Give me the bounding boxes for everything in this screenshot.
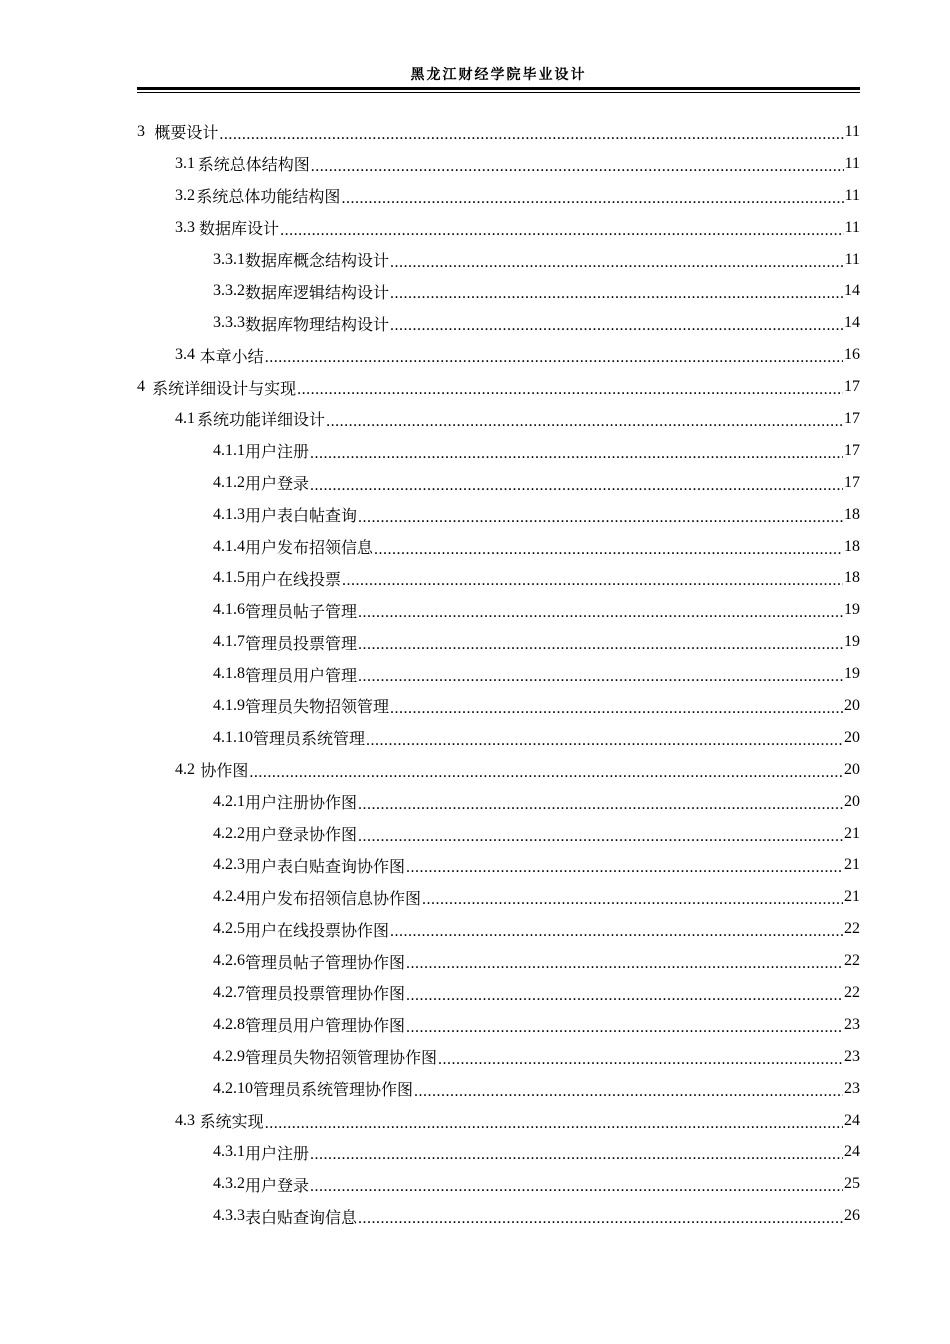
toc-leader-dots — [358, 636, 843, 654]
toc-entry-number: 4.1.9 — [213, 696, 245, 714]
toc-entry-page: 18 — [844, 505, 860, 523]
toc-entry[interactable] — [137, 116, 860, 148]
toc-entry-number: 4.3.2 — [213, 1175, 245, 1193]
toc-entry[interactable] — [137, 722, 860, 754]
toc-entry-title: 用户注册 — [245, 1145, 310, 1163]
toc-entry-page: 19 — [844, 665, 860, 683]
toc-entry[interactable] — [137, 180, 860, 212]
toc-entry[interactable] — [137, 403, 860, 435]
toc-entry-title: 管理员失物招领管理协作图 — [245, 1050, 438, 1068]
toc-entry[interactable] — [137, 307, 860, 339]
toc-entry-number: 4.2.2 — [213, 824, 245, 842]
toc-entry-title: 用户注册协作图 — [245, 795, 358, 813]
toc-entry[interactable] — [137, 1105, 860, 1137]
toc-entry-page: 18 — [844, 569, 860, 587]
toc-entry-number: 3.3.2 — [213, 282, 245, 300]
toc-entry-title: 本章小结 — [199, 348, 264, 366]
toc-leader-dots — [310, 1146, 843, 1164]
toc-entry[interactable] — [137, 562, 860, 594]
toc-entry-title: 数据库设计 — [199, 221, 280, 239]
toc-entry[interactable] — [137, 1009, 860, 1041]
toc-entry-number: 3.3.3 — [213, 314, 245, 332]
toc-entry-number: 4.3.3 — [213, 1207, 245, 1225]
toc-entry-title: 管理员投票管理协作图 — [245, 986, 406, 1004]
toc-leader-dots — [366, 732, 843, 750]
toc-entry-page: 11 — [844, 218, 860, 236]
table-of-contents — [137, 116, 860, 1232]
toc-entry-title: 管理员用户管理 — [245, 667, 358, 685]
toc-entry-number: 3.2 — [175, 186, 195, 204]
toc-leader-dots — [265, 1115, 843, 1133]
toc-entry[interactable] — [137, 849, 860, 881]
toc-entry-number: 3.3.1 — [213, 250, 245, 268]
toc-entry-number: 4.2.1 — [213, 792, 245, 810]
toc-entry[interactable] — [137, 531, 860, 563]
toc-entry-title: 系统详细设计与实现 — [152, 380, 297, 398]
toc-leader-dots — [358, 604, 843, 622]
toc-entry-title: 系统实现 — [199, 1114, 264, 1132]
toc-entry-title: 系统功能详细设计 — [197, 412, 326, 430]
toc-entry-page: 11 — [844, 154, 860, 172]
toc-entry[interactable] — [137, 212, 860, 244]
toc-entry-title: 数据库概念结构设计 — [245, 253, 390, 270]
toc-entry-page: 17 — [844, 441, 860, 459]
toc-leader-dots — [341, 190, 843, 208]
toc-entry-title: 管理员系统管理协作图 — [253, 1082, 414, 1100]
toc-leader-dots — [390, 700, 843, 718]
toc-entry-number: 3.1 — [175, 154, 195, 172]
toc-leader-dots — [358, 796, 843, 814]
toc-entry-number: 4.1.7 — [213, 633, 245, 651]
toc-entry[interactable] — [137, 148, 860, 180]
toc-entry-page: 23 — [844, 1079, 860, 1097]
toc-entry-title: 用户在线投票 — [245, 571, 342, 589]
toc-entry-page: 17 — [844, 378, 860, 396]
toc-entry[interactable] — [137, 1137, 860, 1169]
toc-leader-dots — [390, 923, 843, 941]
toc-leader-dots — [390, 317, 843, 335]
toc-leader-dots — [310, 1178, 843, 1196]
toc-leader-dots — [406, 987, 843, 1005]
toc-entry-page: 22 — [844, 952, 860, 970]
toc-entry-number: 4.2.7 — [213, 983, 245, 1001]
toc-entry-page: 20 — [844, 760, 860, 778]
toc-entry[interactable] — [137, 786, 860, 818]
toc-entry-number: 4.2.6 — [213, 952, 245, 970]
toc-entry[interactable] — [137, 1200, 860, 1232]
toc-entry-page: 17 — [844, 473, 860, 491]
toc-leader-dots — [406, 859, 843, 877]
toc-entry-page: 23 — [844, 1015, 860, 1033]
toc-leader-dots — [358, 828, 843, 846]
toc-entry-page: 26 — [844, 1207, 860, 1225]
toc-entry-title: 用户发布招领信息 — [245, 540, 374, 558]
toc-entry-number: 4.2.3 — [213, 856, 245, 874]
toc-entry-number: 3.3 — [175, 218, 195, 236]
toc-entry-number: 4.2.10 — [213, 1079, 253, 1097]
toc-entry-title: 用户注册 — [245, 444, 310, 462]
toc-entry-page: 21 — [844, 888, 860, 906]
toc-entry-title: 表白贴查询信息 — [245, 1209, 358, 1227]
toc-entry-title: 数据库逻辑结构设计 — [245, 284, 390, 302]
toc-leader-dots — [310, 445, 843, 463]
toc-entry[interactable] — [137, 499, 860, 531]
toc-entry-page: 20 — [844, 696, 860, 714]
toc-entry-page: 20 — [844, 728, 860, 746]
toc-entry-number: 4.1.3 — [213, 505, 245, 523]
toc-entry-page: 18 — [844, 537, 860, 555]
toc-entry-page: 23 — [844, 1047, 860, 1065]
toc-entry-title: 协作图 — [200, 763, 249, 781]
toc-entry-title: 系统总体结构图 — [197, 157, 310, 175]
toc-entry-number: 4.2 — [175, 760, 195, 778]
toc-entry-page: 21 — [844, 856, 860, 874]
toc-entry-title: 用户发布招领信息协作图 — [245, 890, 422, 908]
toc-entry-page: 19 — [844, 601, 860, 619]
toc-entry-number: 4.1.1 — [213, 441, 245, 459]
toc-entry-title: 概要设计 — [154, 125, 219, 143]
toc-entry-title: 系统总体功能结构图 — [196, 189, 341, 207]
toc-leader-dots — [422, 891, 843, 909]
toc-entry-page: 11 — [844, 122, 860, 140]
toc-entry-number: 4.3 — [175, 1111, 195, 1129]
toc-leader-dots — [390, 285, 843, 303]
toc-leader-dots — [280, 222, 844, 240]
toc-entry[interactable] — [137, 818, 860, 850]
toc-leader-dots — [438, 1051, 843, 1069]
toc-entry-page: 11 — [844, 250, 860, 268]
toc-entry-page: 20 — [844, 792, 860, 810]
toc-entry-title: 管理员帖子管理 — [245, 603, 358, 621]
toc-entry[interactable] — [137, 594, 860, 626]
toc-entry-page: 24 — [844, 1143, 860, 1161]
running-header: 黑龙江财经学院毕业设计 — [410, 68, 587, 83]
toc-entry[interactable] — [137, 1073, 860, 1105]
toc-entry-number: 4.1.2 — [213, 473, 245, 491]
toc-entry[interactable] — [137, 1168, 860, 1200]
toc-leader-dots — [406, 1019, 843, 1037]
toc-entry-title: 用户登录协作图 — [245, 827, 358, 845]
toc-leader-dots — [265, 349, 843, 367]
toc-entry-number: 4.3.1 — [213, 1143, 245, 1161]
toc-entry[interactable] — [137, 435, 860, 467]
toc-entry-title: 用户登录 — [245, 1177, 310, 1195]
toc-leader-dots — [310, 477, 843, 495]
toc-entry-page: 25 — [844, 1175, 860, 1193]
toc-entry-number: 4.1.8 — [213, 665, 245, 683]
toc-entry-page: 11 — [844, 186, 860, 204]
toc-entry-page: 14 — [844, 314, 860, 332]
toc-entry[interactable] — [137, 690, 860, 722]
toc-entry-page: 22 — [844, 983, 860, 1001]
toc-entry-title: 用户表白贴查询协作图 — [245, 858, 406, 876]
toc-entry-title: 管理员投票管理 — [245, 635, 358, 653]
toc-leader-dots — [297, 381, 843, 399]
toc-entry[interactable] — [137, 275, 860, 307]
toc-leader-dots — [406, 955, 843, 973]
toc-entry-number: 4.2.5 — [213, 920, 245, 938]
toc-leader-dots — [374, 541, 843, 559]
toc-entry[interactable] — [137, 754, 860, 786]
header-rule-thick — [137, 87, 860, 90]
toc-entry-number: 3 — [137, 122, 145, 140]
toc-entry-page: 14 — [844, 282, 860, 300]
toc-entry-number: 4.1 — [175, 409, 195, 427]
toc-entry[interactable] — [137, 626, 860, 658]
toc-entry-title: 管理员失物招领管理 — [245, 699, 390, 717]
toc-entry-page: 17 — [844, 409, 860, 427]
toc-entry[interactable] — [137, 977, 860, 1009]
toc-leader-dots — [358, 509, 843, 527]
toc-entry[interactable] — [137, 339, 860, 371]
toc-entry-number: 4.1.5 — [213, 569, 245, 587]
toc-entry-number: 4 — [137, 378, 145, 396]
toc-entry[interactable] — [137, 244, 860, 276]
toc-entry-number: 3.4 — [175, 346, 195, 364]
toc-entry-title: 管理员用户管理协作图 — [245, 1018, 406, 1036]
toc-entry-page: 22 — [844, 920, 860, 938]
toc-entry-page: 24 — [844, 1111, 860, 1129]
toc-entry-title: 数据库物理结构设计 — [245, 316, 390, 334]
toc-entry-page: 19 — [844, 633, 860, 651]
header-rule-thin — [137, 92, 860, 93]
toc-leader-dots — [326, 413, 843, 431]
toc-leader-dots — [311, 158, 844, 176]
toc-leader-dots — [358, 1210, 843, 1228]
toc-entry-number: 4.2.9 — [213, 1047, 245, 1065]
toc-leader-dots — [219, 126, 843, 144]
toc-entry[interactable] — [137, 913, 860, 945]
toc-entry-number: 4.1.4 — [213, 537, 245, 555]
toc-leader-dots — [342, 572, 843, 590]
toc-entry-number: 4.1.10 — [213, 728, 253, 746]
toc-entry-title: 管理员帖子管理协作图 — [245, 954, 406, 972]
toc-entry[interactable] — [137, 467, 860, 499]
toc-leader-dots — [358, 668, 843, 686]
toc-entry-title: 管理员系统管理 — [253, 731, 366, 749]
toc-entry[interactable] — [137, 371, 860, 403]
toc-entry[interactable] — [137, 658, 860, 690]
toc-entry-number: 4.2.4 — [213, 888, 245, 906]
toc-entry[interactable] — [137, 881, 860, 913]
toc-entry[interactable] — [137, 945, 860, 977]
toc-entry-number: 4.2.8 — [213, 1015, 245, 1033]
toc-leader-dots — [414, 1083, 843, 1101]
toc-entry-title: 用户登录 — [245, 476, 310, 494]
toc-entry-title: 用户表白帖查询 — [245, 508, 358, 526]
toc-entry-page: 21 — [844, 824, 860, 842]
toc-entry-title: 用户在线投票协作图 — [245, 922, 390, 940]
toc-entry-number: 4.1.6 — [213, 601, 245, 619]
toc-leader-dots — [390, 254, 844, 272]
toc-leader-dots — [249, 764, 843, 782]
toc-entry[interactable] — [137, 1041, 860, 1073]
toc-entry-page: 16 — [844, 346, 860, 364]
